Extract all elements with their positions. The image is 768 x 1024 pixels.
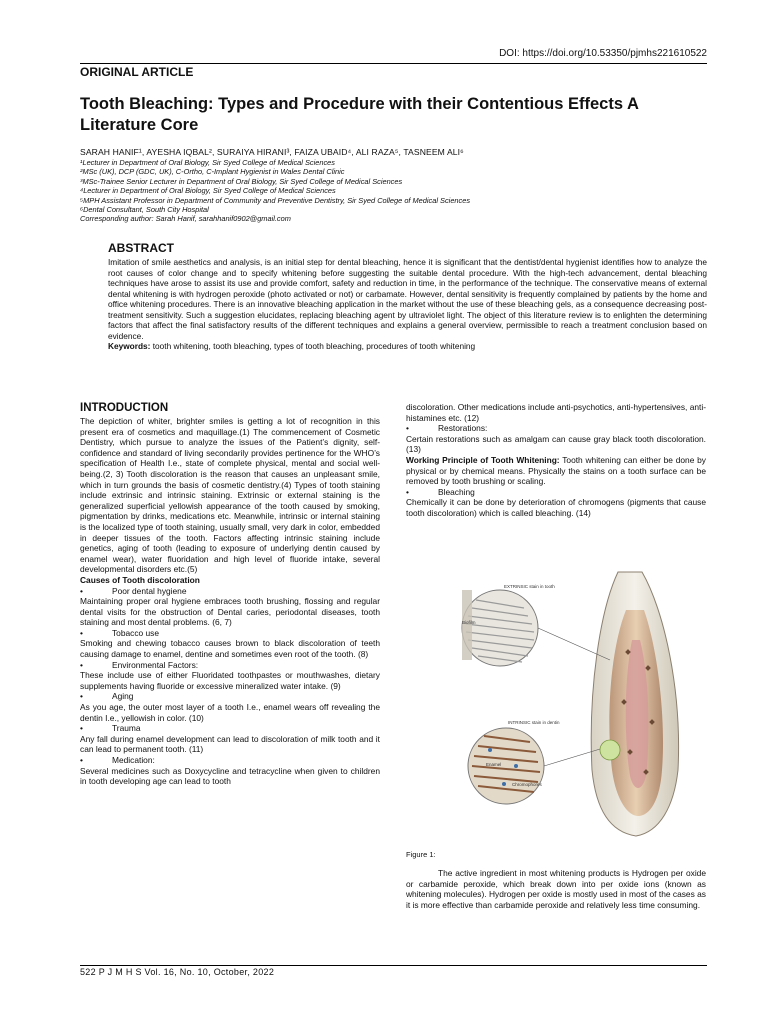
paragraph: Smoking and chewing tobacco causes brown to black discoloration of teeth causing damage to enamel, dentine and sometimes even root of the tooth. (8) — [80, 638, 380, 660]
bullet-icon: • — [80, 659, 83, 670]
introduction-heading: INTRODUCTION — [80, 402, 169, 414]
bullet-icon: • — [80, 627, 83, 638]
figure-caption: Figure 1: — [406, 850, 436, 859]
bullet-item: • Tobacco use — [80, 627, 160, 638]
abstract-text: Imitation of smile aesthetics and analysis, is an initial step for dental bleaching, hence it is significant that the dentist/dental hygienist identifies how to analyze the root causes of color change and to specify whitening before suggesting the suitable dental procedure. With the high-tech advancement, dental bleaching techniques have arose to assist its use and provide comfort, safety and reduction in time, in the performance of the technique. The conservative means of external dental whitening is with hydrogen peroxide (photo activated or not) or carbamate. However, dental sensitivity is frequently complained by patients by the home and office whitening procedures. There is an innovative bleaching application in the market without the use of these bleaching gels, as a consequence decreasing post-treatment sensitivity. Such a suggestion elucidates, replacing bleaching agent by ultraviolet light. The object of this literature review is to enlighten the determining factors that affect the final satisfactory results of the different techniques and explains a general overview, permissible to reach a treatment conclusion based on evidence. — [108, 257, 707, 341]
intro-paragraph: The depiction of whiter, brighter smiles is getting a lot of recognition in this present era of cosmetics and maquillage.(1) The commencement of Cosmetic Dentistry, which pursue to analyze the issues of the Patient’s dignity, self-confidence and standard of living secondarily provides pertinence for the WHO’s specification of Health I.e., state of complete physical, mental and social well-being.(2, 3) Tooth discoloration is the reason that causes an unpleasant smile, which in turn grounds the basis of cosmetic dentistry.(4) Types of tooth staining include extrinsic and intrinsic staining. Extrinsic or external staining is the generalized superficial yellowish appearance of the tooth caused by smoking, pigmentation by drinks, medications etc. Meanwhile, intrinsic or internal staining is the localized type of tooth staining, usually small, very dark in color, embedded in deeper tissues of the tooth. Factors affecting intrinsic staining include genetics, aging of tooth (leading to exposure of underlying dentin caused by enamel wear), water fluoridation and high level of fluoride intake, several developmental disorders etc.(5) — [80, 416, 380, 575]
bottom-rule — [80, 965, 707, 966]
article-title: Tooth Bleaching: Types and Procedure with their Contentious Effects A Literature Core — [80, 95, 639, 134]
figure-label-enamel: Enamel — [486, 762, 502, 767]
paragraph: As you age, the outer most layer of a tooth I.e., enamel wears off revealing the dentin I.e., yellowish in color. (10) — [80, 702, 380, 723]
paragraph: Several medicines such as Doxycycline and tetracycline when given to children in tooth developing age can lead to tooth — [80, 765, 380, 787]
paragraph: Certain restorations such as amalgam can cause gray black tooth discoloration. (13) — [406, 433, 706, 455]
abstract-heading: ABSTRACT — [108, 241, 174, 255]
figure-label-chromophores: Chromophores — [512, 782, 542, 787]
affiliation: ⁶Dental Consultant, South City Hospital — [80, 205, 209, 215]
paragraph: Maintaining proper oral hygiene embraces tooth brushing, flossing and regular dental visits for the obstruction of Dental caries, periodontal diseases, tooth staining and most dental problems. (6, 7) — [80, 596, 380, 628]
authors: SARAH HANIF¹, AYESHA IQBAL², SURAIYA HIRANI³, FAIZA UBAID⁴, ALI RAZA⁵, TASNEEM ALI⁶ — [80, 147, 464, 157]
affiliation: ¹Lecturer in Department of Oral Biology, Sir Syed College of Medical Sciences — [80, 158, 335, 167]
bullet-icon: • — [80, 755, 83, 765]
bullet-item: • Bleaching — [406, 486, 475, 497]
bullet-icon: • — [80, 691, 83, 702]
abstract — [108, 241, 707, 352]
bullet-item: • Environmental Factors: — [80, 659, 199, 670]
bullet-icon: • — [406, 486, 409, 497]
left-column — [80, 402, 380, 787]
paragraph: Chemically it can be done by deterioration of chromogens (pigments that cause tooth discoloration) which is called bleaching. (14) — [406, 497, 706, 518]
page-footer: 522 P J M H S Vol. 16, No. 10, October, 2022 — [80, 967, 275, 977]
working-principle: Working Principle of Tooth Whitening: Tooth whitening can either be done by physical or by chemical means. Physically the stains on a tooth surface can be removed by tooth brushing or scaling. — [406, 454, 706, 487]
bullet-item: • Poor dental hygiene — [80, 585, 187, 596]
bullet-item: • Medication: — [80, 755, 155, 765]
bullet-icon: • — [406, 423, 409, 434]
figure-label-biofilm: Biofilm — [462, 620, 476, 625]
tooth-stain-figure — [460, 570, 700, 840]
paragraph: These include use of either Fluoridated toothpastes or mouthwashes, dietary supplements having fluoride or excessive mineralized water intake. (9) — [80, 670, 380, 691]
paragraph: The active ingredient in most whitening products is Hydrogen per oxide or carbamide peroxide, which break down into per oxide ions (known as whitening molecules). Hydrogen per oxide is mostly used in most of the cases as it is more effective than carbamide peroxide and relatively less time consuming. — [406, 868, 706, 910]
right-column-lower — [406, 868, 706, 910]
affiliation: ⁵MPH Assistant Professor in Department of Community and Preventive Dentistry, Sir Syed College of Medical Sciences — [80, 195, 471, 205]
right-column — [406, 402, 706, 519]
figure-label-intrinsic: INTRINSIC stain in dentin — [508, 720, 560, 725]
section-tag: ORIGINAL ARTICLE — [80, 65, 194, 79]
figure-label-extrinsic: EXTRINSIC stain in tooth — [504, 584, 555, 589]
bullet-icon: • — [80, 585, 83, 596]
doi[interactable]: DOI: https://doi.org/10.53350/pjmhs221610522 — [499, 48, 707, 59]
affiliations — [80, 158, 710, 224]
bullet-item: • Aging — [80, 691, 134, 702]
top-rule — [80, 63, 707, 64]
paragraph: discoloration. Other medications include anti-psychotics, anti-hypertensives, anti-histamines etc. (12) — [406, 402, 706, 423]
keywords-label: Keywords: — [108, 341, 151, 351]
causes-heading: Causes of Tooth discoloration — [80, 574, 200, 585]
affiliation: ²MSc (UK), DCP (GDC, UK), C-Ortho, C-Implant Hygienist in Wales Dental Clinic — [80, 167, 345, 177]
affiliation: ³MSc-Trainee Senior Lecturer in Department of Oral Biology, Sir Syed College of Medical Sciences — [80, 176, 403, 186]
working-principle-label: Working Principle of Tooth Whitening: — [406, 454, 560, 465]
keywords-text: tooth whitening, tooth bleaching, types of tooth bleaching, procedures of tooth whitening — [150, 341, 476, 351]
affiliation: ⁴Lecturer in Department of Oral Biology, Sir Syed College of Medical Sciences — [80, 186, 336, 196]
bullet-icon: • — [80, 723, 83, 734]
paragraph: Any fall during enamel development can lead to discoloration of milk tooth and it can lead to permanent tooth. (11) — [80, 733, 380, 755]
corresponding-author: Corresponding author: Sarah Hanif, sarahhanif0902@gmail.com — [80, 214, 291, 224]
bullet-item: • Restorations: — [406, 423, 488, 434]
bullet-item: • Trauma — [80, 723, 141, 734]
keywords — [108, 341, 707, 352]
